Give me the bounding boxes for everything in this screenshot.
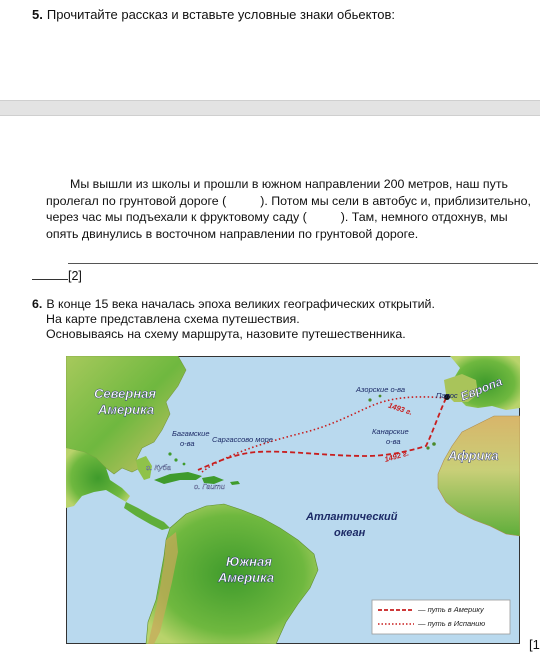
question-6-line-1: В конце 15 века началась эпоха великих географических открытий. (46, 297, 435, 311)
question-5-prompt: Прочитайте рассказ и вставьте условные знаки обьектов: (46, 7, 396, 22)
question-6 (32, 297, 435, 342)
legend-label-to-spain: — путь в Испанию (418, 619, 486, 628)
label-south-america-2: Америка (218, 570, 275, 585)
label-north-america-2: Америка (98, 402, 155, 417)
label-north-america-1: Северная (94, 386, 157, 401)
legend-text-to-america: путь в Америку (427, 605, 484, 614)
label-bahamas-1: Багамские (172, 429, 210, 438)
legend-text-to-spain: путь в Испанию (427, 619, 486, 628)
answer-line[interactable] (68, 263, 538, 264)
azores-island-2 (379, 395, 382, 398)
story-part-3: ). Там, немного отдохнув, мы опять двинулись в восточном направлении по грунтовой дороге. (46, 210, 508, 241)
canary-island-1 (432, 442, 436, 446)
marks-label: [2] (68, 269, 82, 283)
marks-corner: [1 (529, 637, 540, 652)
label-europe: Европа (458, 374, 505, 404)
label-canary-1: Канарские (372, 427, 409, 436)
label-haiti: о. Гаити (194, 482, 225, 491)
label-year-1493: 1493 г. (387, 400, 414, 417)
label-africa: Африка (448, 448, 499, 463)
label-ocean-2: океан (334, 527, 366, 539)
story-text (46, 176, 538, 242)
section-divider (0, 100, 540, 116)
azores-island-1 (368, 398, 371, 401)
label-azores: Азорские о-ва (356, 385, 406, 394)
map-legend (372, 600, 510, 634)
bahamas-dot-1 (168, 452, 171, 455)
question-6-line-3: Основываясь на схему маршрута, назовите путешественника. (46, 327, 406, 341)
label-bahamas-2: о-ва (180, 439, 195, 448)
label-sargasso: Саргассово море (212, 435, 273, 444)
bahamas-dot-2 (174, 458, 177, 461)
label-canary-2: о-ва (386, 437, 401, 446)
story-part-2: ). Потом мы сели в автобус и, приблизительно, через час мы подъехали к фруктовому саду ( (46, 193, 531, 224)
answer-line-short[interactable] (32, 269, 68, 280)
canary-island-2 (426, 446, 429, 449)
question-5-title (32, 7, 395, 22)
label-ocean-1: Атлантический (306, 511, 398, 523)
story-part-1: Мы вышли из школы и прошли в южном направлении 200 метров, наш путь пролегал по грунтовой дороге ( (46, 177, 508, 208)
question-6-number: 6. (32, 297, 43, 311)
question-6-line-2: На карте представлена схема путешествия. (46, 312, 300, 326)
label-cuba: о. Куба (146, 463, 171, 472)
question-5-number: 5. (32, 7, 43, 22)
label-palos: Палос (436, 391, 458, 400)
bahamas-dot-3 (183, 463, 186, 466)
voyage-map (66, 356, 520, 644)
label-year-1492: 1492 г. (383, 448, 410, 464)
marks-row (32, 269, 82, 283)
legend-label-to-america: — путь в Америку (418, 605, 484, 614)
label-south-america-1: Южная (226, 554, 272, 569)
